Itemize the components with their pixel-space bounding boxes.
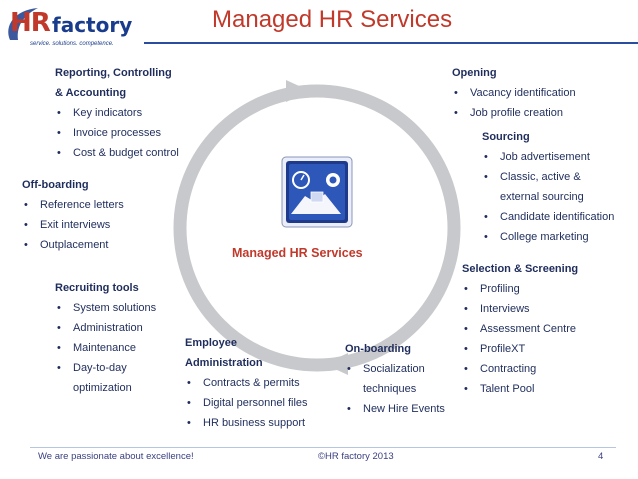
center-label: Managed HR Services — [232, 246, 363, 260]
block-opening — [452, 63, 576, 123]
list-item: • Day-to-day — [55, 358, 156, 378]
list-item: • New Hire Events — [345, 399, 445, 419]
list-item: • System solutions — [55, 298, 156, 318]
block-selection — [462, 259, 578, 399]
block-reporting — [55, 63, 179, 163]
opening-heading: Opening — [452, 67, 497, 79]
list-item: • Administration — [55, 318, 156, 338]
list-item: • Contracts & permits — [185, 373, 308, 393]
employee-heading-1: Employee — [185, 337, 237, 349]
offboarding-heading: Off-boarding — [22, 179, 89, 191]
footer-slogan: We are passionate about excellence! — [38, 451, 194, 462]
list-item-continuation: techniques — [363, 383, 417, 395]
block-sourcing — [482, 127, 614, 247]
logo-factory-text: factory — [52, 13, 133, 37]
page-title: Managed HR Services — [212, 6, 453, 33]
list-item: • Talent Pool — [462, 379, 578, 399]
list-item: • Invoice processes — [55, 123, 179, 143]
onboarding-heading: On-boarding — [345, 343, 411, 355]
list-item: • Profiling — [462, 279, 578, 299]
list-item: • Job advertisement — [482, 147, 614, 167]
block-recruiting — [55, 278, 156, 398]
list-item: • Candidate identification — [482, 207, 614, 227]
list-item: • Exit interviews — [22, 215, 124, 235]
footer-copyright: ©HR factory 2013 — [318, 451, 394, 462]
list-item: • Cost & budget control — [55, 143, 179, 163]
list-item: • Maintenance — [55, 338, 156, 358]
logo-hr-text: HR — [10, 8, 50, 38]
list-item: • Assessment Centre — [462, 319, 578, 339]
employee-heading-2: Administration — [185, 357, 263, 369]
list-item: • Contracting — [462, 359, 578, 379]
sourcing-heading: Sourcing — [482, 131, 530, 143]
list-item: • Digital personnel files — [185, 393, 308, 413]
footer-divider — [30, 447, 616, 448]
handshake-icon — [281, 156, 353, 228]
page-number: 4 — [598, 451, 604, 462]
block-offboarding — [22, 175, 124, 255]
block-onboarding — [345, 339, 445, 419]
reporting-heading-2: & Accounting — [55, 87, 127, 99]
list-item: • Vacancy identification — [452, 83, 576, 103]
list-item: • HR business support — [185, 413, 308, 433]
list-item-continuation: external sourcing — [500, 191, 584, 203]
list-item: • ProfileXT — [462, 339, 578, 359]
list-item: • Socialization — [345, 359, 445, 379]
list-item: • Outplacement — [22, 235, 124, 255]
block-employee-administration — [185, 333, 308, 433]
list-item: • Key indicators — [55, 103, 179, 123]
list-item: • Interviews — [462, 299, 578, 319]
list-item: • Job profile creation — [452, 103, 576, 123]
reporting-heading-1: Reporting, Controlling — [55, 67, 172, 79]
list-item-continuation: optimization — [73, 382, 132, 394]
list-item: • College marketing — [482, 227, 614, 247]
recruiting-heading: Recruiting tools — [55, 282, 139, 294]
list-item: • Reference letters — [22, 195, 124, 215]
selection-heading: Selection & Screening — [462, 263, 579, 275]
logo-tagline: service. solutions. competence. — [30, 41, 114, 47]
list-item: • Classic, active & — [482, 167, 614, 187]
